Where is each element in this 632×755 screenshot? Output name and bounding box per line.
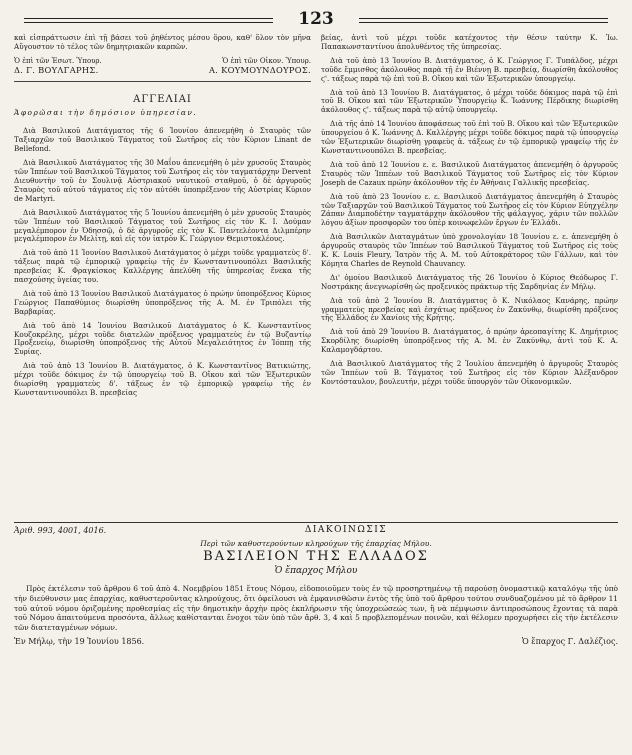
sign-left-title: Ὁ ἐπὶ τῶν Ἐσωτ. Ὑπουρ. <box>14 56 102 65</box>
reference-number: Ἀριθ. 993, 4001, 4016. <box>14 526 107 535</box>
right-paragraph: Διὰ τοῦ ἀπὸ 29 Ἰουνίου Β. Διατάγματος, ὁ πρώην ἀρεοπαγίτης Κ. Δημήτριος Σκορδίλης διωρίσθη ὑποπρόξενος τῆς Α. Μ. ἐν Ζακύνθῳ, ἀντὶ τοῦ Κ. Α. Καλαμογδάρτου. <box>321 327 618 355</box>
left-paragraph: Διὰ τοῦ ἀπὸ 14 Ἰουνίου Βασιλικοῦ Διατάγματος ὁ Κ. Κωνσταντῖνος Κουζοκρέλης, μέχρι τοῦδε διατελῶν πρόξενος γραμματεὺς ἐν τῷ Βυζαντίῳ Προξενείῳ, διωρίσθη ὑποπρόξενος τῆς Αὐτοῦ Μεγαλειότητος ἐν Ἰόππῃ τῆς Συρίας. <box>14 320 311 357</box>
announcement-section <box>14 522 618 647</box>
left-paragraph: Διὰ Βασιλικοῦ Διατάγματος τῆς 30 Μαΐου ἀπενεμήθη ὁ μὲν χρυσοῦς Σταυρὸς τῶν Ἱππέων τοῦ Βασιλικοῦ Τάγματος τοῦ Σωτῆρος εἰς τὸν ταγματάρχην Dervent Διευθυντὴν τοῦ ἐν Σουλινᾷ Αὐστριακοῦ ναυτικοῦ σταθμοῦ, ὁ δὲ ἀργυροῦς Σταυρὸς τοῦ αὐτοῦ τάγματος εἰς τὸν αὐτόθι ὑποπρέξενον τῆς Αὐστρίας Κύριον de Martyri. <box>14 158 311 203</box>
announcement-body: Πρὸς ἐκτέλεσιν τοῦ ἄρθρου 6 τοῦ ἀπὸ 4. Νοεμβρίου 1851 ἔτους Νόμου, εἰδοποιοῦμεν τοὺς ἐν τῷ προσηρτημένῳ τῇ παρούσῃ ὀνομαστικῷ καταλόγῳ τῆς ὑπὸ τὴν διεύθυνσιν μας ἐπαρχίας, καθυστεροῦντας κληρούχους, ὅτι ὀφείλουσι νὰ ἐμφανισθῶσιν ἐντὸς τῆς ὑπὸ τοῦ ἄρθρου τούτου συνδυαζομένου μὲ τὸ ἄρθρον 11 τοῦ αὐτοῦ νόμου ὁριζομένης προθεσμίας εἰς τὴν δημοτικὴν ἀρχὴν πρὸς ἐκπλήρωσιν τῆς ὑποχρεώσεώς των, ἢ νὰ πέμψωσιν ἀντιπροσώπους ἔχοντας τὰ παρὰ τοῦ Νόμου ἀπαιτούμενα προσόντα, ἄλλως καθίστανται ἔνοχοι τῶν ὑπὸ τῶν ἄρθ. 3, 4 καὶ 5 προβλεπομένων ποινῶν, καὶ θέλομεν προχωρήσει εἰς τὴν ἐκτέλεσιν τῶν διατεταγμένων νόμων. <box>14 584 618 632</box>
announcement-header <box>14 522 618 536</box>
announcement-title: ΔΙΑΚΟΙΝΩΣΙΣ <box>304 525 388 535</box>
sign-right-name: Α. ΚΟΥΜΟΥΝΔΟΥΡΟΣ. <box>208 64 311 75</box>
right-paragraph: Διὰ τοῦ ἀπὸ 23 Ἰουνίου ε. ε. Βασιλικοῦ Διατάγματος ἀπενεμήθη ὁ Σταυρὸς τῶν Ταξιαρχῶν τοῦ Βασιλικοῦ Τάγματος τοῦ Σωτῆρος εἰς τὸν Κύριον Εὐηχγέλην Ζάπαν Διαμποδέτην ταγματάρχην ἀκόλουθον τῆς φάλαγγος, χάριν τῶν πολλῶν λόγου ἀξίων προσφορῶν του ὑπὲρ κοινωφελῶν ἔργων ἐν Ἑλλάδι. <box>321 191 618 228</box>
left-paragraph: Διὰ τοῦ ἀπὸ 11 Ἰουνίου Βασιλικοῦ Διατάγματος ὁ μέχρι τοῦδε γραμματεὺς δ'. τάξεως παρὰ τῷ ἐμπορικῷ γραφείῳ τῆς ἐν Κωνσταντινουπόλει Βασιλικῆς πρεσβείας Κ. Φραγκίσκος Καλλέργης ἀπελύθη τῆς ὑπηρεσίας ἕνεκα τῆς πασχούσης ὑγείας του. <box>14 248 311 285</box>
section-subtitle: Ἀφορῶσαι τὴν δημόσιον ὑπηρεσίαν. <box>14 107 198 117</box>
left-column <box>14 34 311 522</box>
right-paragraph: Διὰ τοῦ ἀπὸ 12 Ἰουνίου ε. ε. Βασιλικοῦ Διατάγματος ἀπενεμήθη ὁ ἀργυροῦς Σταυρὸς τῶν Ἱππέων τοῦ Βασιλικοῦ Τάγματος τοῦ Σωτῆρος εἰς τὸν Κύριον Joseph de Cazaux πρώην ἀκόλουθον τῆς ἐν Ἀθήναις Γαλλικῆς πρεσβείας. <box>321 159 618 187</box>
left-paragraph: Διὰ Βασιλικοῦ Διατάγματος τῆς 6 Ἰουνίου ἀπενεμήθη ὁ Σταυρὸς τῶν Ταξιαρχῶν τοῦ Βασιλικοῦ Τάγματος τοῦ Σωτῆρος εἰς τὸν Κύριον Linant de Bellefond. <box>14 126 311 154</box>
announcement-subtitle: Περὶ τῶν καθυστερούντων κληρούχων τῆς ἐπαρχίας Μήλου. <box>200 538 432 548</box>
right-paragraph: Διὰ τοῦ ἀπὸ 2 Ἰουνίου Β. Διατάγματος ὁ Κ. Νικόλαος Κανάρης, πρώην γραμματεὺς πρεσβείας καὶ ἐσχάτως πρόξενος ἐν Ζακύνθῳ, διωρίσθη πρόξενος τῆς Ἑλλάδος ἐν Χανίοις τῆς Κρήτης. <box>321 295 618 323</box>
left-paragraph: Διὰ τοῦ ἀπὸ 13 Ἰουνίου Β. Διατάγματος, ὁ Κ. Κωνσταντῖνος Βατικιώτης, μέχρι τοῦδε δόκιμος ἐν τῷ ὑπουργείῳ τοῦ Β. Οἴκου καὶ τῶν Ἐξωτερικῶν διωρίσθη γραμματεὺς δ'. τάξεως ἐν τῷ ἐμπορικῷ γραφείῳ τῆς ἐν Κωνσταντινουπόλει Β. πρεσβείας <box>14 361 311 397</box>
right-column <box>321 34 618 522</box>
left-paragraph: Διὰ Βασιλικοῦ Διατάγματος τῆς 5 Ἰουνίου ἀπενεμήθη ὁ μὲν χρυσοῦς Σταυρὸς τῶν Ἱππέων τοῦ Βασιλικοῦ Τάγματος τοῦ Σωτῆρος εἰς τὸν Κ. Ι. Δούμαν μεγαλέμπορον ἐν Ὀδησσῷ, ὁ δὲ ἀργυροῦς εἰς τὸν Κ. Παντελέοντα Διλμπέρην μεγαλέμπορον ἐν Μελίτῃ, καὶ εἰς τὸν ἰατρὸν Κ. Γεώργιον Θεμιστοκλέους. <box>14 207 311 244</box>
sign-right-title: Ὁ ἐπὶ τῶν Οἰκον. Ὑπουρ. <box>222 56 311 65</box>
place-date: Ἐν Μήλῳ, τὴν 19 Ἰουνίου 1856. <box>14 637 145 647</box>
sign-left-name: Δ. Γ. ΒΟΥΛΓΑΡΗΣ. <box>14 64 99 75</box>
right-paragraph: Διὰ τοῦ ἀπὸ 13 Ἰουνίου Β. Διατάγματος, ὁ Κ. Γεώργιος Γ. Τυπάλδος, μέχρι τοῦδε ἔμμισθος ἀκόλουθος παρὰ τῇ ἐν Βιέννῃ Β. πρεσβείᾳ, διωρίσθη ἀκόλουθος ϛ'. τάξεως παρὰ τῷ ἐπὶ τοῦ Β. Οἴκου καὶ τῶν Ἐξωτερικῶν ὑπουργείῳ. <box>321 55 618 83</box>
section-title: ΑΓΓΕΛΙΑΙ <box>133 93 192 105</box>
right-paragraph: βείας, ἀντὶ τοῦ μέχρι τοῦδε κατέχοντος τὴν θέσιν ταύτην Κ. Ἰω. Παπακωνσταντίνου ἀπολυθέντος τῆς ὑπηρεσίας. <box>321 33 618 51</box>
right-paragraph: Διὰ τοῦ ἀπὸ 13 Ἰουνίου Β. Διατάγματος, ὁ μέχρι τοῦδε δόκιμος παρὰ τῷ ἐπὶ τοῦ Β. Οἴκου καὶ τῶν Ἐξωτερικῶν Ὑπουργείῳ Κ. Ἰωάννης Πέρδικης διωρίσθη ἀκόλουθος ϛ'. τάξεως παρὰ τῷ αὐτῷ ὑπουργείῳ. <box>321 87 618 115</box>
announcement-footer <box>14 637 618 647</box>
prefect-signature: Ὁ ἔπαρχος Γ. Δαλέζιος. <box>521 637 618 647</box>
page-number: 123 <box>288 9 344 29</box>
left-paragraph: Διὰ τοῦ ἀπὸ 13 Ἰουνίου Βασιλικοῦ Διατάγματος ὁ πρώην ὑποπρόξενος Κύριος Γεώργιος Παπαθύμιος διωρίσθη ὑποπρόξενος τῆς Α. Μ. ἐν Τριπόλει τῆς Βαρβαρίας. <box>14 288 311 316</box>
left-intro: καὶ εἰσπράττωσιν ἐπὶ τῇ βάσει τοῦ ῥηθέντος μέσου ὅρου, καθ' ὅλον τὸν μῆνα Αὔγουστον τὸ τέλος τῶν δημητριακῶν καρπῶν. <box>14 33 311 51</box>
divider <box>14 81 311 82</box>
right-paragraph: Δι' ὁμοίου Βασιλικοῦ Διατάγματος τῆς 26 Ἰουνίου ὁ Κύριος Θεόδωρος Γ. Νοστράκης ἀνεγνωρίσθη ὡς προξενικὸς πράκτωρ τῆς Σαρδηνίας ἐν Μήλῳ. <box>321 272 618 291</box>
kingdom-heading: ΒΑΣΙΛΕΙΟΝ ΤΗΣ ΕΛΛΑΔΟΣ <box>203 549 429 565</box>
right-paragraph: Διὰ Βασιλικοῦ Διατάγματος τῆς 2 Ἰουλίου ἀπενεμήθη ὁ ἀργυροῦς Σταυρὸς τῶν Ἱππέων τοῦ Β. Τάγματος τοῦ Σωτῆρος εἰς τὸν Κύριον Ἀλέξανδρον Κοντόσταυλον, βουλευτήν, μέχρι τοῦδε ὑπουργὸν τῶν Οἰκονομικῶν. <box>321 359 618 386</box>
page-header <box>14 4 618 34</box>
right-paragraph: Διὰ Βασιλικῶν Διαταγμάτων ὑπὸ χρονολογίαν 18 Ἰουνίου ε. ε. ἀπενεμήθη ὁ ἀργυροῦς σταυρὸς τῶν Ἱππέων τοῦ Βασιλικοῦ Τάγματος τοῦ Σωτῆρος εἰς τοὺς Κ. Κ. Louis Fleury, Ἰατρὸν τῆς Α. Μ. τοῦ Αὐτοκράτορος τῶν Γάλλων, καὶ τὸν Κόμητα Charles de Reynold Chauvancy. <box>321 232 618 268</box>
prefect-heading: Ὁ ἔπαρχος Μήλου <box>274 565 358 576</box>
two-column-body <box>14 34 618 522</box>
signatory-names <box>14 66 311 75</box>
right-paragraph: Διὰ τῆς ἀπὸ 14 Ἰουνίου ἀποφάσεως τοῦ ἐπὶ τοῦ Β. Οἴκου καὶ τῶν Ἐξωτερικῶν ὑπουργείου ὁ Κ. Ἰωάννης Δ. Καλλέργης μέχρι τοῦδε δόκιμος παρὰ τῷ ὑπουργείῳ τῶν Ἐξωτερικῶν διωρίσθη γραφεὺς ἀ. τάξεως ἐν τῷ ἐμπορικῷ γραφείῳ τῆς ἐν Κωνσταντινουπόλει Β. πρεσβείας. <box>321 119 618 155</box>
ornament-left <box>24 18 273 23</box>
ornament-right <box>359 18 608 23</box>
